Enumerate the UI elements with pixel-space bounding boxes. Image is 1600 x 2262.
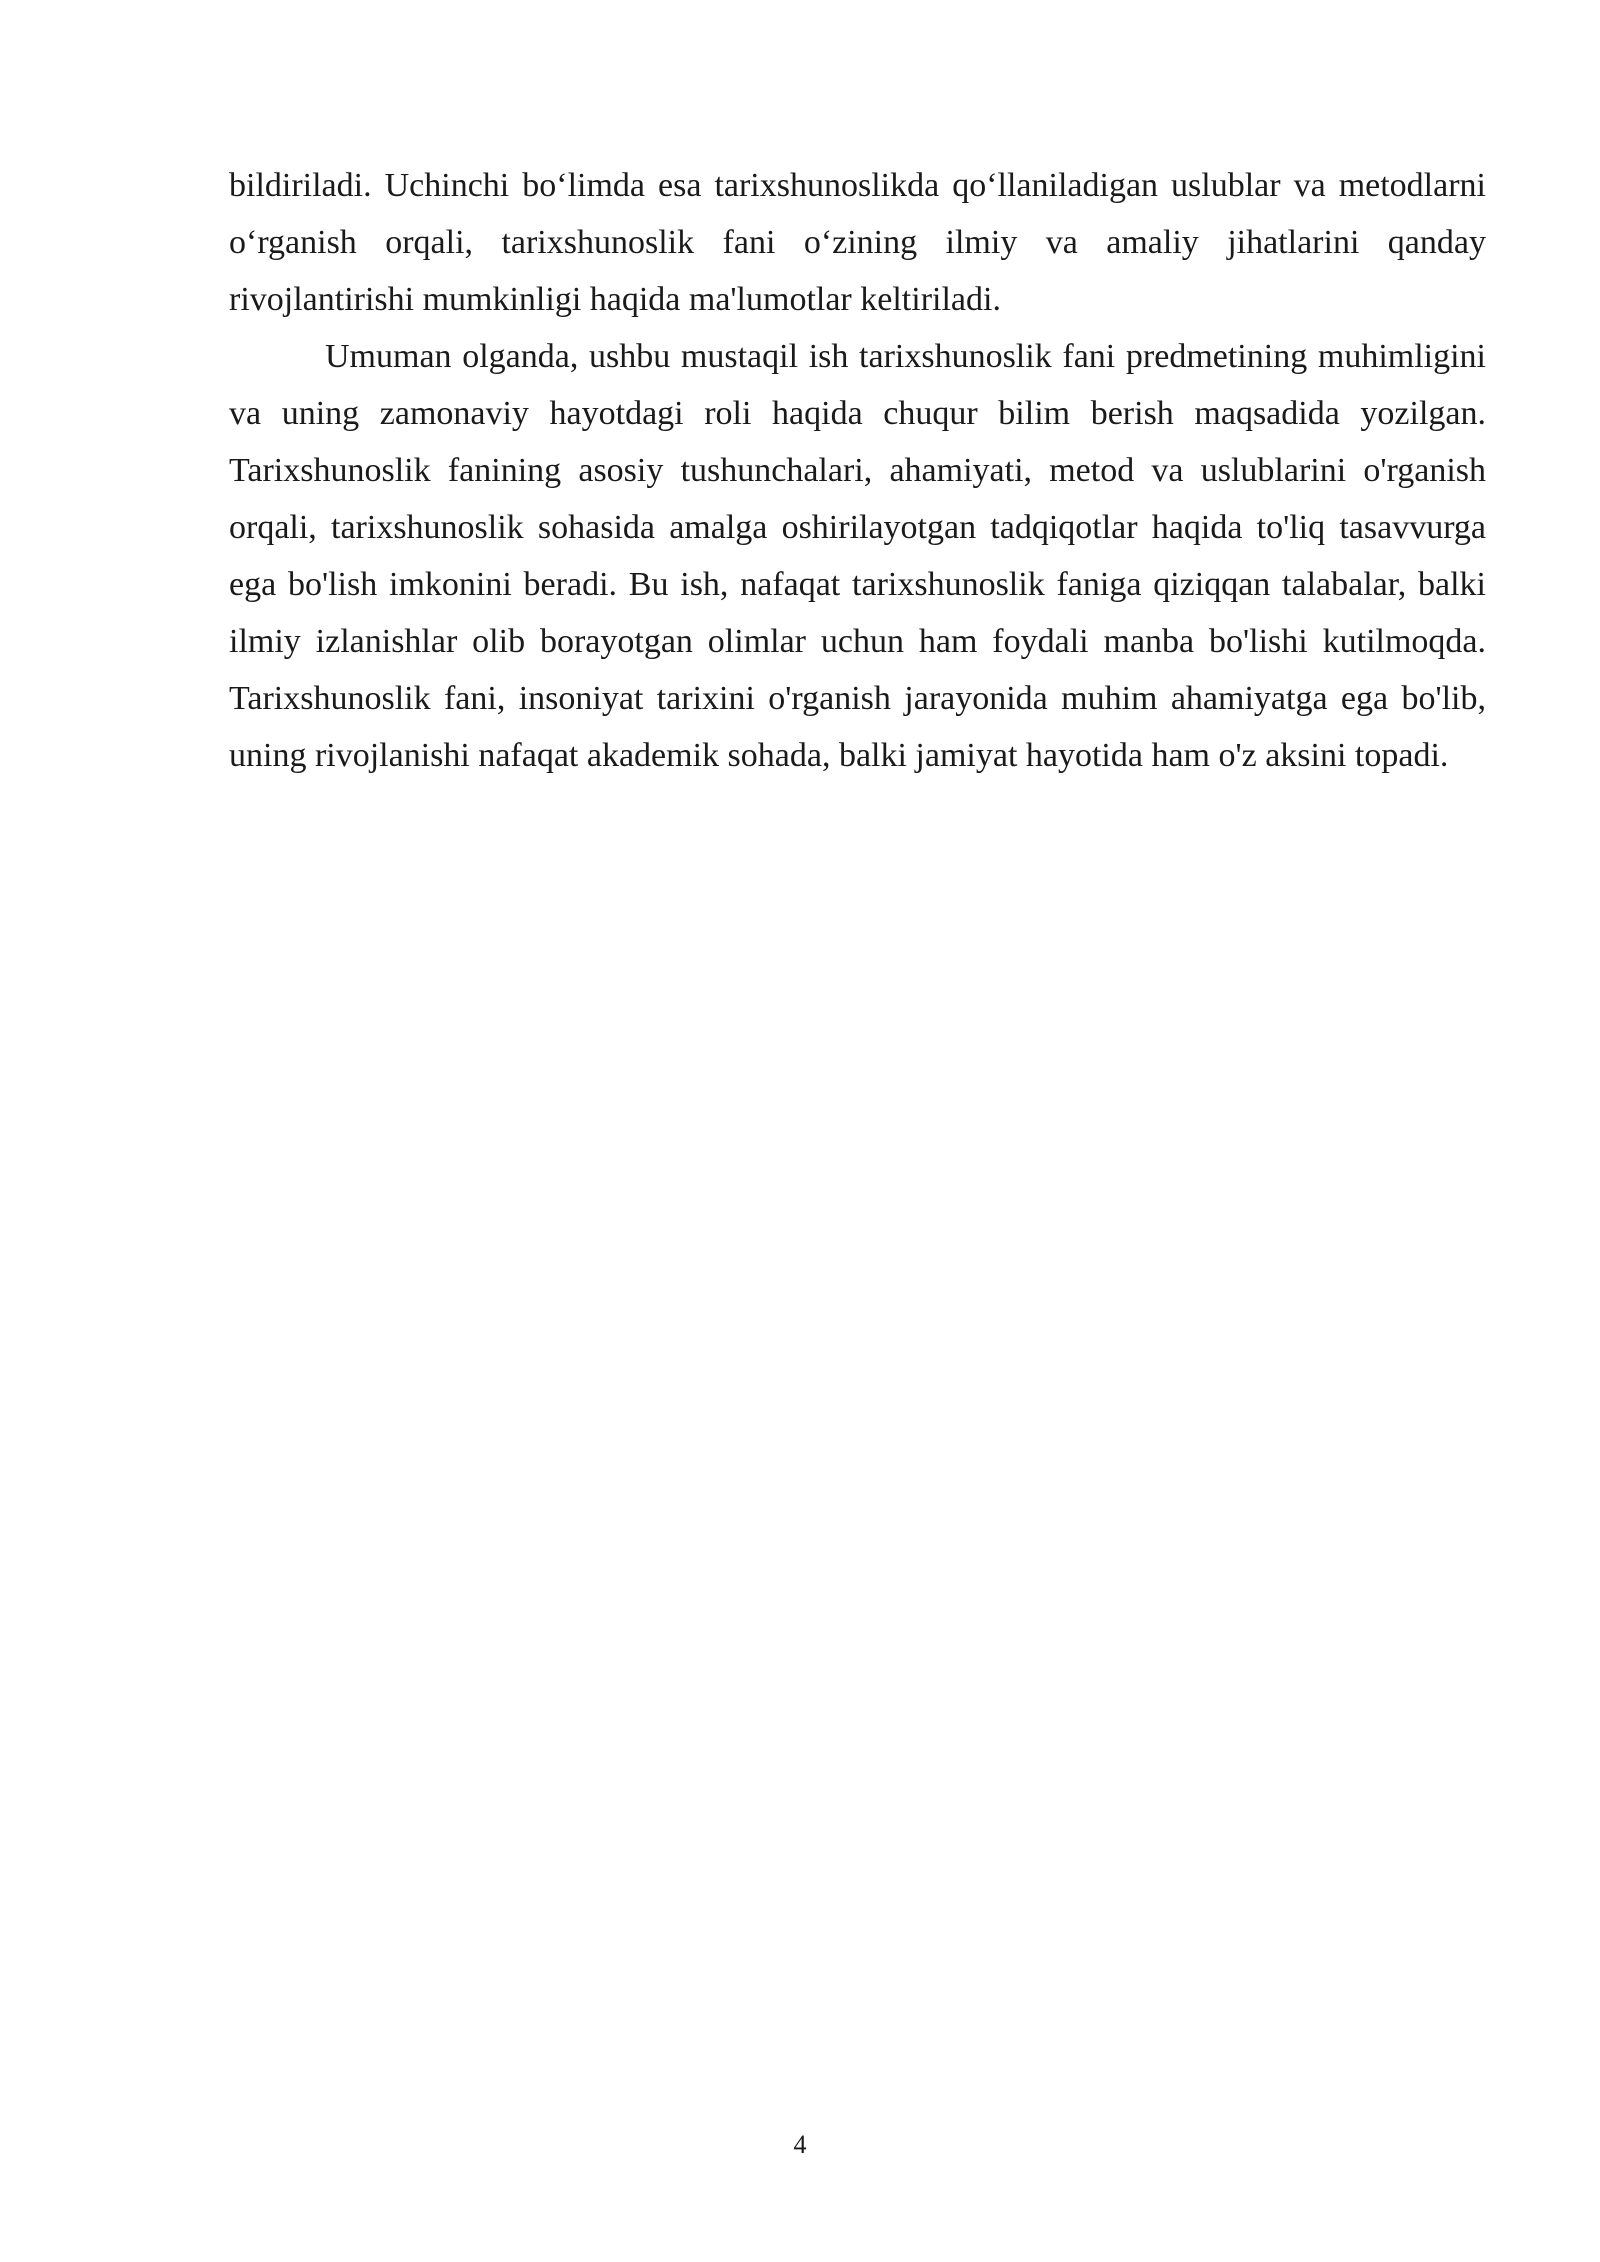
page-number: 4: [793, 2130, 807, 2159]
paragraph-continuation: bildiriladi. Uchinchi bo‘limda esa tarixshunoslikda qo‘llaniladigan uslublar va metodlarni o‘rganish orqali, tarixshunoslik fani o‘zining ilmiy va amaliy jihatlarini qanday rivojlantirishi mumkinligi haqida ma'lumotlar keltiriladi.: [229, 167, 1486, 318]
document-body: [229, 157, 1486, 784]
paragraph-conclusion: Umuman olganda, ushbu mustaqil ish tarixshunoslik fani predmetining muhimligini va uning zamonaviy hayotdagi roli haqida chuqur bilim berish maqsadida yozilgan. Tarixshunoslik fanining asosiy tushunchalari, ahamiyati, metod va uslublarini o'rganish orqali, tarixshunoslik sohasida amalga oshirilayotgan tadqiqotlar haqida to'liq tasavvurga ega bo'lish imkonini beradi. Bu ish, nafaqat tarixshunoslik faniga qiziqqan talabalar, balki ilmiy izlanishlar olib borayotgan olimlar uchun ham foydali manba bo'lishi kutilmoqda. Tarixshunoslik fani, insoniyat tarixini o'rganish jarayonida muhim ahamiyatga ega bo'lib, uning rivojlanishi nafaqat akademik sohada, balki jamiyat hayotida ham o'z aksini topadi.: [229, 338, 1486, 774]
